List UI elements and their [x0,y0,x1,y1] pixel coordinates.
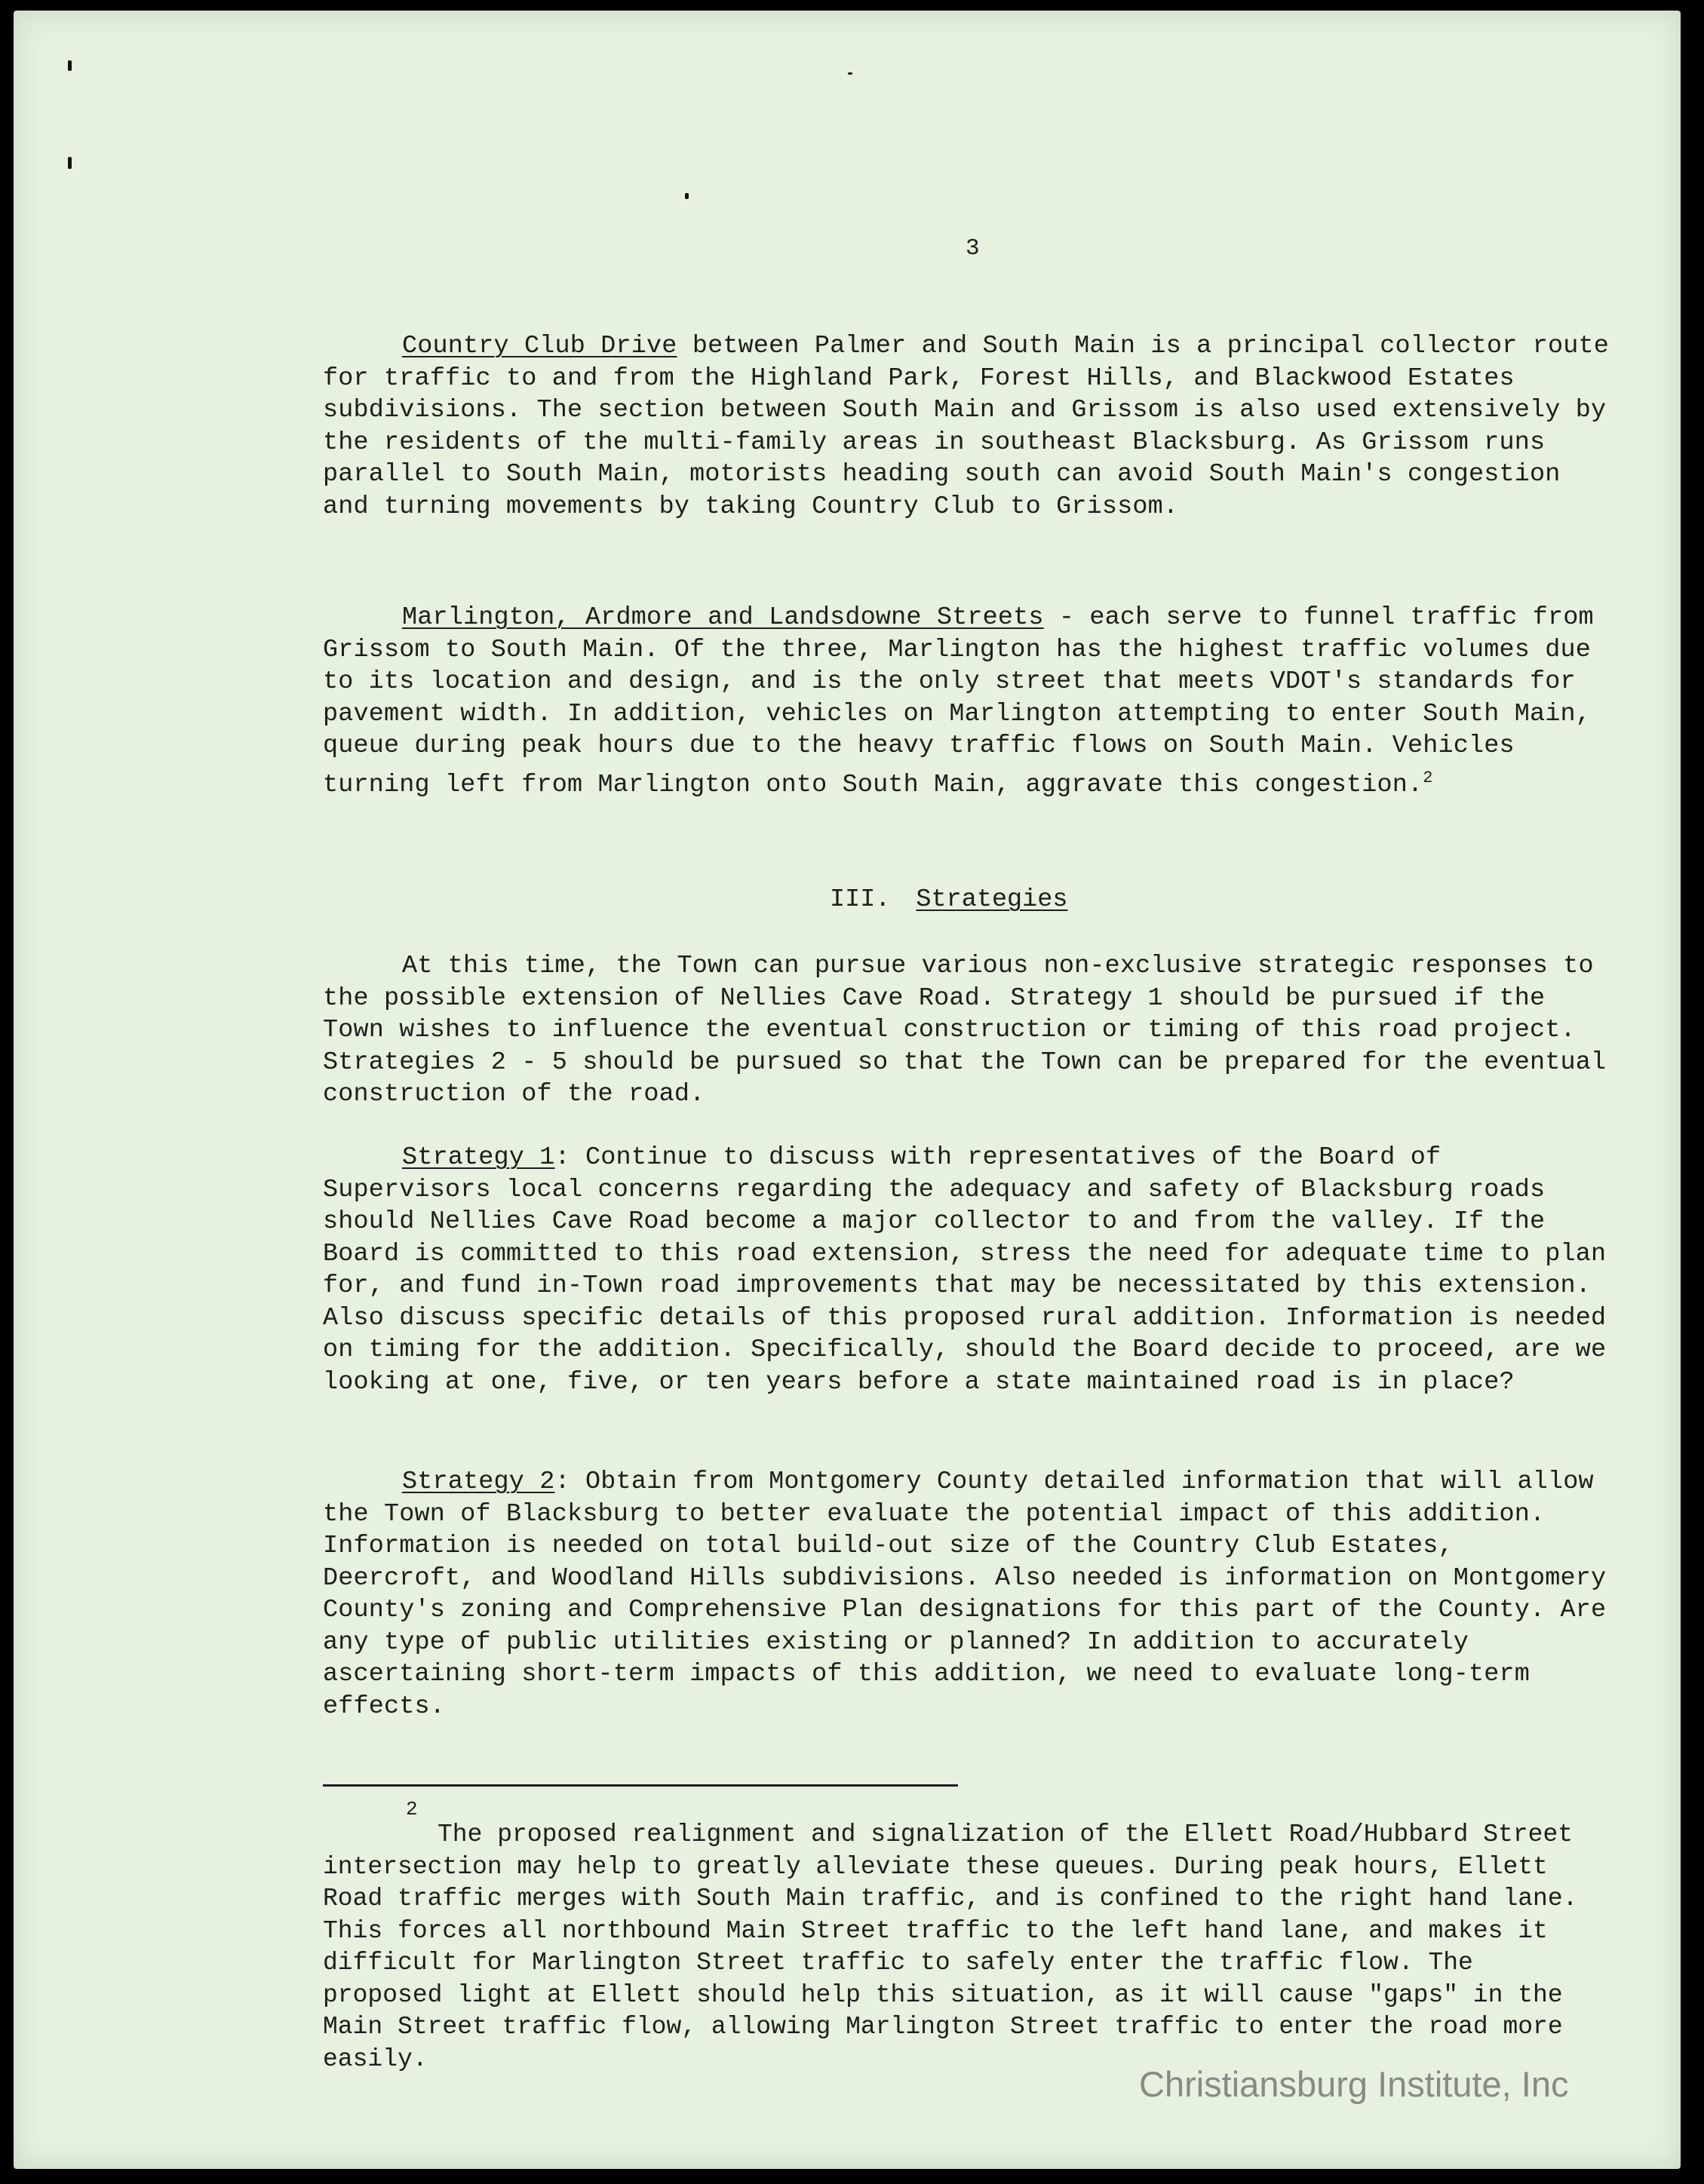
term-marlington-streets: Marlington, Ardmore and Landsdowne Streets [402,603,1044,632]
footnote-text [323,1819,1605,2075]
footnote-body: The proposed realignment and signalization of the Ellett Road/Hubbard Street intersection may help to greatly alleviate these queues. During peak hours, Ellett Road traffic merges with South Main traffic, and is confined to the right hand lane. This forces all northbound Main Street traffic to the left hand lane, and makes it difficult for Marlington Street traffic to safely enter the traffic flow. The proposed light at Ellett should help this situation, as it will cause "gaps" in the Main Street traffic flow, allowing Marlington Street traffic to enter the road more easily. [323,1821,1578,2073]
paragraph-text: At this time, the Town can pursue various non-exclusive strategic responses to the possible extension of Nellies Cave Road. Strategy 1 should be pursued if the Town wishes to influence the eventual construction or timing of this road project. Strategies 2 - 5 should be pursued so that the Town can be prepared for the eventual construction of the road. [323,952,1607,1109]
paragraph-intro [323,950,1620,1111]
section-heading [830,885,1067,914]
footnote-divider [323,1784,958,1787]
footnote-marker: 2 [406,1798,418,1821]
watermark: Christiansburg Institute, Inc [1139,2064,1569,2104]
paragraph-text: - each serve to funnel traffic from Grissom to South Main. Of the three, Marlington has the highest traffic volumes due to its location and design, and is the only street that meets VDOT's standards for pavement width. In addition, vehicles on Marlington attempting to enter South Main, queue during peak hours due to the heavy traffic flows on South Main. Vehicles turning left from Marlington onto South Main, aggravate this congestion. [323,603,1594,799]
footnote-reference: 2 [1423,768,1433,787]
speck-mark [685,193,689,199]
paragraph-text: : Continue to discuss with representatives of the Board of Supervisors local concerns regarding the adequacy and safety of Blacksburg roads should Nellies Cave Road become a major collector to and from the valley. If the Board is committed to this road extension, stress the need for adequate time to plan for, and fund in-Town road improvements that may be necessitated by this extension. Also discuss specific details of this proposed rural addition. Information is needed on timing for the addition. Specifically, should the Board decide to proceed, are we looking at one, five, or ten years before a state maintained road is in place? [323,1143,1607,1397]
punch-mark-middle [68,157,72,169]
paragraph-country-club-drive [323,330,1620,523]
section-title: Strategies [916,885,1068,914]
page-number: 3 [966,235,980,262]
paragraph-text: : Obtain from Montgomery County detailed information that will allow the Town of Blacksburg to better evaluate the potential impact of this addition. Information is needed on total build-out size of the Country Club Estates, Deercroft, and Woodland Hills subdivisions. Also needed is information on Montgomery County's zoning and Comprehensive Plan designations for this part of the County. Are any type of public utilities existing or planned? In addition to accurately ascertaining short-term impacts of this addition, we need to evaluate long-term effects. [323,1468,1607,1721]
section-number: III. [830,885,891,914]
term-strategy-1: Strategy 1 [402,1143,555,1172]
document-page [14,11,1681,2169]
speck-mark-top [848,72,852,75]
paragraph-strategy-2 [323,1466,1620,1722]
term-country-club-drive: Country Club Drive [402,332,677,360]
term-strategy-2: Strategy 2 [402,1468,555,1496]
paragraph-text: between Palmer and South Main is a principal collector route for traffic to and from the Highland Park, Forest Hills, and Blackwood Estates subdivisions. The section between South Main and Grissom is also used extensively by the residents of the multi-family areas in southeast Blacksburg. As Grissom runs parallel to South Main, motorists heading south can avoid South Main's congestion and turning movements by taking Country Club to Grissom. [323,332,1610,521]
paragraph-strategy-1 [323,1142,1620,1398]
paragraph-marlington [323,602,1620,801]
punch-mark-top [68,60,72,71]
